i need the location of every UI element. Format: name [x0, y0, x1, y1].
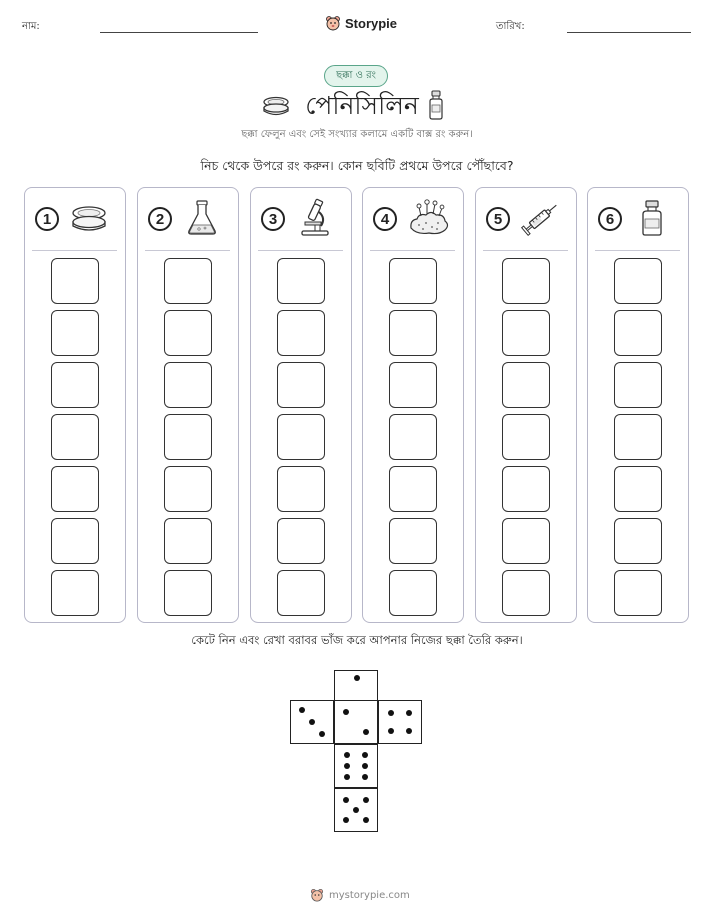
name-write-line[interactable]	[100, 32, 258, 33]
color-box[interactable]	[389, 518, 437, 564]
color-box[interactable]	[502, 414, 550, 460]
color-box[interactable]	[614, 310, 662, 356]
question-text: নিচ থেকে উপরে রং করুন। কোন ছবিটি প্রথমে উপরে পৌঁছাবে?	[200, 158, 514, 173]
microscope-icon	[295, 198, 335, 238]
die-pip	[354, 675, 360, 681]
name-label: নাম:	[22, 21, 40, 32]
column-2	[137, 187, 239, 623]
color-box[interactable]	[51, 258, 99, 304]
mold-icon	[407, 198, 451, 238]
flask-icon	[182, 198, 222, 238]
date-label: তারিখ:	[496, 21, 525, 32]
die-pip	[344, 752, 350, 758]
color-box[interactable]	[164, 310, 212, 356]
color-box[interactable]	[502, 518, 550, 564]
color-box[interactable]	[277, 518, 325, 564]
die-pip	[362, 763, 368, 769]
color-box[interactable]	[389, 258, 437, 304]
activity-tag: ছক্কা ও রং	[324, 65, 388, 87]
brand-name: Storypie	[345, 15, 398, 31]
die-face-6	[334, 744, 378, 788]
color-box[interactable]	[164, 362, 212, 408]
color-box[interactable]	[389, 466, 437, 512]
petri-dish-icon	[69, 198, 109, 238]
vial-icon	[632, 198, 672, 238]
color-box[interactable]	[502, 258, 550, 304]
die-pip	[344, 763, 350, 769]
die-face-5	[334, 788, 378, 832]
die-pip	[388, 710, 394, 716]
die-pip	[362, 752, 368, 758]
color-box[interactable]	[614, 518, 662, 564]
footer	[310, 886, 410, 904]
color-box[interactable]	[389, 570, 437, 616]
die-face-3	[290, 700, 334, 744]
color-box[interactable]	[614, 362, 662, 408]
color-box[interactable]	[51, 414, 99, 460]
color-box[interactable]	[51, 466, 99, 512]
column-header	[588, 188, 687, 251]
color-box[interactable]	[502, 570, 550, 616]
column-1	[24, 187, 126, 623]
footer-site: mystorypie.com	[329, 889, 410, 901]
die-pip	[353, 807, 359, 813]
color-box[interactable]	[277, 466, 325, 512]
die-pip	[363, 797, 369, 803]
column-4	[362, 187, 464, 623]
column-header	[25, 188, 124, 251]
die-pip	[299, 707, 305, 713]
storypie-mascot-icon	[310, 888, 324, 902]
color-box[interactable]	[389, 310, 437, 356]
color-box[interactable]	[164, 466, 212, 512]
column-divider	[258, 250, 343, 251]
column-5	[475, 187, 577, 623]
vial-icon	[426, 90, 446, 120]
column-number: 6	[598, 207, 622, 231]
column-header	[251, 188, 350, 251]
color-box[interactable]	[389, 362, 437, 408]
syringe-icon	[520, 198, 562, 238]
subtitle: ছক্কা ফেলুন এবং সেই সংখ্যার কলামে একটি বাক্স রং করুন।	[241, 129, 473, 140]
color-box[interactable]	[164, 570, 212, 616]
column-header	[363, 188, 462, 251]
column-number: 2	[148, 207, 172, 231]
brand-logo	[325, 12, 397, 34]
die-pip	[309, 719, 315, 725]
color-box[interactable]	[51, 362, 99, 408]
die-pip	[343, 817, 349, 823]
color-box[interactable]	[614, 466, 662, 512]
die-pip	[363, 729, 369, 735]
column-number: 3	[261, 207, 285, 231]
die-pip	[388, 728, 394, 734]
color-box[interactable]	[502, 466, 550, 512]
die-face-4	[378, 700, 422, 744]
column-divider	[145, 250, 230, 251]
column-divider	[595, 250, 680, 251]
column-number: 4	[373, 207, 397, 231]
column-divider	[483, 250, 568, 251]
color-box[interactable]	[614, 414, 662, 460]
column-6	[587, 187, 689, 623]
cutout-instruction: কেটে নিন এবং রেখা বরাবর ভাঁজ করে আপনার নিজের ছক্কা তৈরি করুন।	[191, 633, 523, 647]
title-row	[0, 86, 714, 124]
color-box[interactable]	[502, 310, 550, 356]
color-box[interactable]	[277, 258, 325, 304]
die-face-2	[334, 700, 378, 744]
die-pip	[343, 797, 349, 803]
color-box[interactable]	[164, 518, 212, 564]
column-number: 5	[486, 207, 510, 231]
die-pip	[406, 710, 412, 716]
column-divider	[32, 250, 117, 251]
storypie-mascot-icon	[325, 15, 341, 31]
color-box[interactable]	[614, 258, 662, 304]
color-box[interactable]	[51, 518, 99, 564]
column-divider	[370, 250, 455, 251]
color-box[interactable]	[277, 414, 325, 460]
color-box[interactable]	[277, 570, 325, 616]
color-box[interactable]	[614, 570, 662, 616]
color-box[interactable]	[51, 310, 99, 356]
color-box[interactable]	[277, 310, 325, 356]
color-box[interactable]	[164, 414, 212, 460]
column-3	[250, 187, 352, 623]
color-box[interactable]	[164, 258, 212, 304]
color-box[interactable]	[51, 570, 99, 616]
column-header	[476, 188, 575, 251]
color-box[interactable]	[277, 362, 325, 408]
die-pip	[343, 709, 349, 715]
color-box[interactable]	[389, 414, 437, 460]
date-write-line[interactable]	[567, 32, 691, 33]
worksheet-header	[0, 0, 714, 44]
die-pip	[363, 817, 369, 823]
die-pip	[362, 774, 368, 780]
die-pip	[406, 728, 412, 734]
column-header	[138, 188, 237, 251]
die-pip	[344, 774, 350, 780]
color-box[interactable]	[502, 362, 550, 408]
page-title: পেনিসিলিন	[305, 91, 419, 120]
column-number: 1	[35, 207, 59, 231]
die-pip	[319, 731, 325, 737]
